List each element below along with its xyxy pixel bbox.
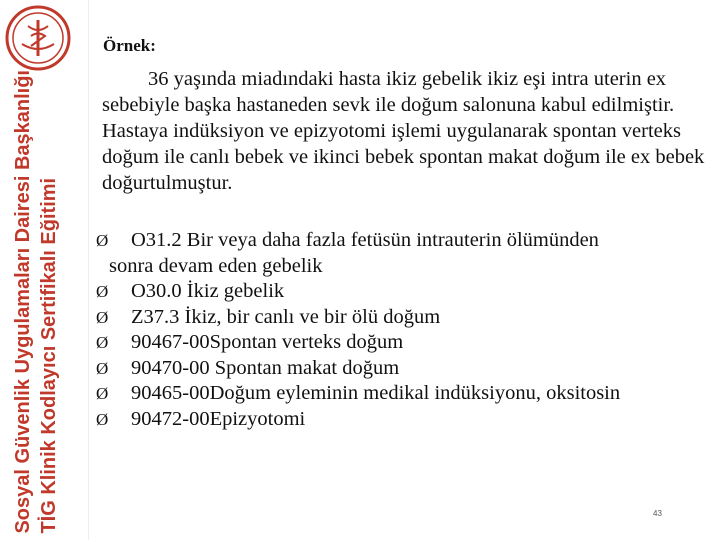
list-item <box>96 356 711 382</box>
code-text: 90470-00 Spontan makat doğum <box>131 356 400 379</box>
list-item <box>96 407 711 433</box>
list-item <box>96 279 711 305</box>
code-list <box>96 228 711 432</box>
list-item <box>96 381 711 407</box>
code-text: 90465-00Doğum eyleminin medikal indüksiyonu, oksitosin <box>131 382 621 404</box>
sidebar-line-2: TİG Klinik Kodlayıcı Sertifikalı Eğitimi <box>38 178 60 534</box>
list-item <box>96 330 711 356</box>
case-paragraph-text: 36 yaşında miadındaki hasta ikiz gebelik ikiz eşi intra uterin ex sebebiyle başka hastaneden sevk ile doğum salonuna kabul edilmiştir. Hastaya indüksiyon ve epizyotomi işlemi uygulanarak spontan verteks doğum ile canlı bebek ve ikinci bebek spontan makat doğum ile ex bebek doğurtulmuştur. <box>102 68 705 194</box>
code-text: 90467-00Spontan verteks doğum <box>131 331 404 353</box>
case-paragraph <box>102 66 712 196</box>
code-text: O31.2 Bir veya daha fazla fetüsün intrauterin ölümünden <box>131 229 599 251</box>
code-text-continuation: sonra devam eden gebelik <box>109 254 323 277</box>
list-item <box>96 228 711 279</box>
bullet-arrow-icon: Ø <box>96 231 109 250</box>
bullet-arrow-icon: Ø <box>96 384 109 403</box>
code-text: O30.0 İkiz gebelik <box>131 280 285 302</box>
bullet-arrow-icon: Ø <box>96 282 109 301</box>
bullet-arrow-icon: Ø <box>96 333 109 352</box>
bullet-arrow-icon: Ø <box>96 409 109 429</box>
code-text: Z37.3 İkiz, bir canlı ve bir ölü doğum <box>131 305 441 328</box>
sidebar-line-1: Sosyal Güvenlik Uygulamaları Dairesi Başkanlığı <box>12 70 34 534</box>
bullet-arrow-icon: Ø <box>96 307 109 327</box>
ministry-logo-icon <box>4 4 72 72</box>
example-title: Örnek: <box>103 36 156 55</box>
sidebar-banner <box>0 0 89 540</box>
bullet-arrow-icon: Ø <box>96 358 109 378</box>
code-text: 90472-00Epizyotomi <box>131 407 306 430</box>
page-number: 43 <box>653 509 662 518</box>
sidebar-vertical-title <box>10 70 62 534</box>
list-item <box>96 305 711 331</box>
